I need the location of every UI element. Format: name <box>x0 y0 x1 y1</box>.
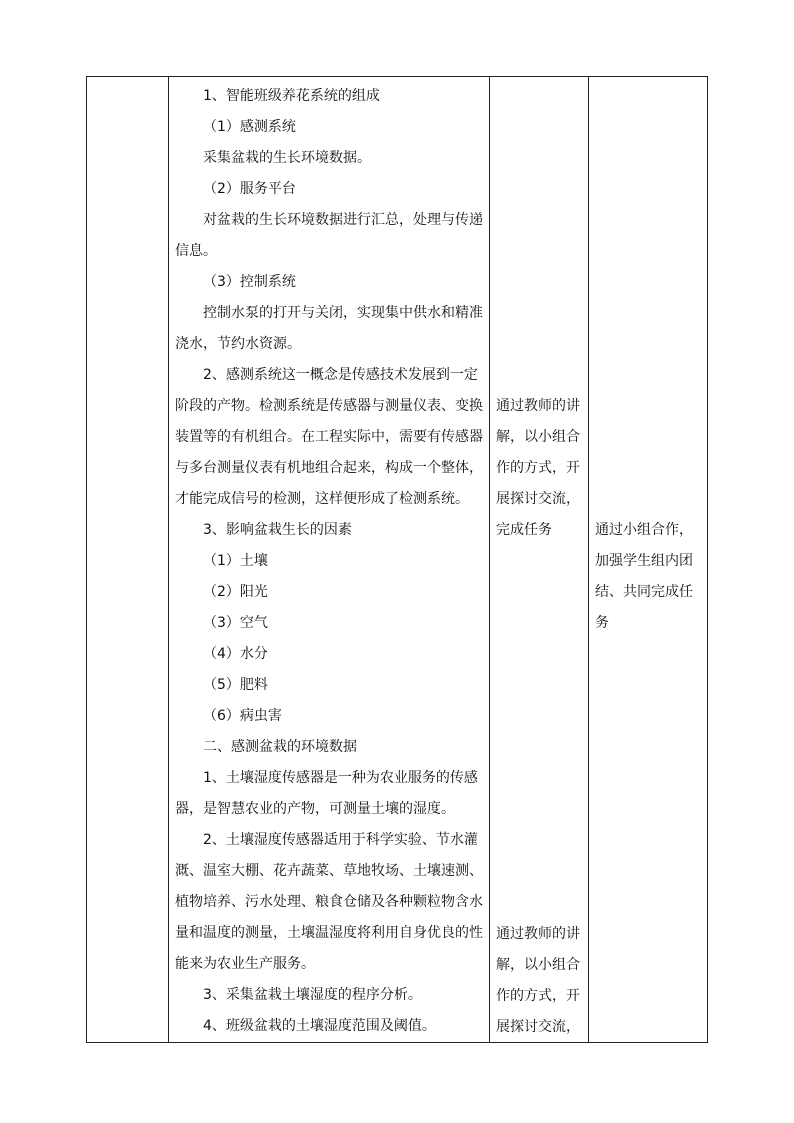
content-line: 量和温度的测量，土壤温湿度将利用自身优良的性 <box>175 925 483 941</box>
activity-line: 展探讨交流， <box>496 1019 580 1035</box>
activity-line: 作的方式，开 <box>496 988 580 1004</box>
table-row <box>87 77 708 1043</box>
content-line: （2）阳光 <box>203 584 268 600</box>
activity-block-2 <box>496 919 580 1043</box>
activity-line: 解，以小组合 <box>496 957 580 973</box>
content-line: 才能完成信号的检测，这样便形成了检测系统。 <box>175 491 469 507</box>
content-line: 4、班级盆栽的土壤湿度范围及阈值。 <box>203 1018 436 1034</box>
content-line: （2）服务平台 <box>203 181 296 197</box>
content-line: 对盆栽的生长环境数据进行汇总，处理与传递 <box>203 212 483 228</box>
activity-line: 完成任务 <box>496 522 552 538</box>
content-line: 器，是智慧农业的产物，可测量土壤的湿度。 <box>175 801 455 817</box>
intent-line: 加强学生组内团 <box>595 553 693 569</box>
activity-line: 解，以小组合 <box>496 429 580 445</box>
content-line: 与多台测量仪表有机地组合起来，构成一个整体， <box>175 460 483 476</box>
content-line: 浇水，节约水资源。 <box>175 336 301 352</box>
activity-line: 展探讨交流， <box>496 491 580 507</box>
intent-line: 务 <box>595 615 609 631</box>
content-line: 采集盆栽的生长环境数据。 <box>203 150 371 166</box>
design-intent-cell <box>589 77 708 1043</box>
content-line: （4）水分 <box>203 646 268 662</box>
content-line: （6）病虫害 <box>203 708 282 724</box>
intent-block-1 <box>595 515 693 639</box>
activity-block-1 <box>496 391 580 546</box>
student-activity-cell <box>490 77 589 1043</box>
content-line: （3）空气 <box>203 615 268 631</box>
content-line: （1）感测系统 <box>203 119 296 135</box>
content-line: 二、感测盆栽的环境数据 <box>203 739 357 755</box>
content-line: 信息。 <box>175 243 217 259</box>
content-line: 1、智能班级养花系统的组成 <box>203 88 380 104</box>
content-line: （5）肥料 <box>203 677 268 693</box>
content-line: 植物培养、污水处理、粮食仓储及各种颗粒物含水 <box>175 894 483 910</box>
content-line: 装置等的有机组合。在工程实际中，需要有传感器 <box>175 429 483 445</box>
lesson-plan-table <box>86 76 708 1043</box>
content-line: 能来为农业生产服务。 <box>175 956 315 972</box>
activity-line: 通过教师的讲 <box>496 398 580 414</box>
content-line: 控制水泵的打开与关闭，实现集中供水和精准 <box>203 305 483 321</box>
content-line: 阶段的产物。检测系统是传感器与测量仪表、变换 <box>175 398 483 414</box>
activity-line: 作的方式，开 <box>496 460 580 476</box>
content-line: 2、感测系统这一概念是传感技术发展到一定 <box>203 367 478 383</box>
teaching-content-cell <box>169 77 490 1043</box>
content-line: 溉、温室大棚、花卉蔬菜、草地牧场、土壤速测、 <box>175 863 483 879</box>
stage-cell <box>87 77 169 1043</box>
content-line: （1）土壤 <box>203 553 268 569</box>
content-line: 3、影响盆栽生长的因素 <box>203 522 352 538</box>
content-line: 3、采集盆栽土壤湿度的程序分析。 <box>203 987 422 1003</box>
content-line: 1、土壤湿度传感器是一种为农业服务的传感 <box>203 770 478 786</box>
activity-line: 通过教师的讲 <box>496 926 580 942</box>
intent-line: 通过小组合作， <box>595 522 693 538</box>
content-line: （3）控制系统 <box>203 274 296 290</box>
intent-line: 结、共同完成任 <box>595 584 693 600</box>
content-line: 2、土壤湿度传感器适用于科学实验、节水灌 <box>203 832 478 848</box>
